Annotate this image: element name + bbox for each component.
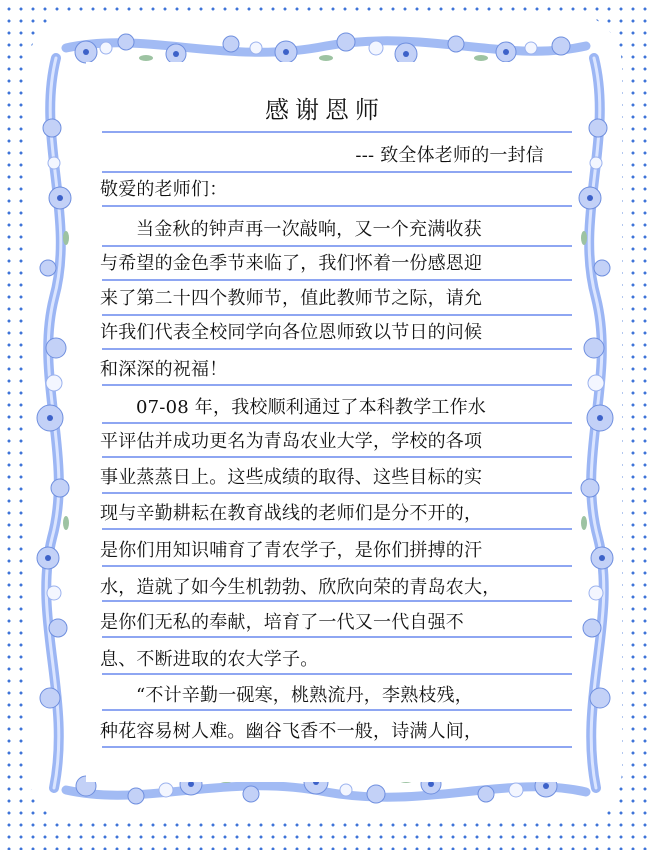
ruled-line — [102, 348, 572, 350]
ruled-line — [102, 528, 572, 530]
paragraph-line: 水，造就了如今生机勃勃、欣欣向荣的青岛农大， — [100, 577, 501, 598]
paragraph-line: 07-08 年，我校顺利通过了本科教学工作水 — [136, 397, 487, 418]
paragraph-line: 许我们代表全校同学向各位恩师致以节日的问候 — [100, 322, 483, 343]
paragraph-line: 平评估并成功更名为青岛农业大学，学校的各项 — [100, 431, 483, 452]
ruled-line — [102, 422, 572, 424]
ruled-line — [102, 565, 572, 567]
paragraph-line: 和深深的祝福！ — [100, 359, 228, 380]
ruled-line — [102, 456, 572, 458]
paragraph-line: “不计辛勤一砚寒，桃熟流丹，李熟枝残， — [136, 685, 474, 706]
ruled-line — [102, 600, 572, 602]
paragraph-line: 息、不断进取的农大学子。 — [100, 649, 319, 670]
paragraph-line: 是你们用知识哺育了青农学子，是你们拼搏的汗 — [100, 540, 483, 561]
ruled-line — [102, 636, 572, 638]
ruled-line — [102, 245, 572, 247]
ruled-line — [102, 492, 572, 494]
ruled-line — [102, 746, 572, 748]
paragraph-line: 当金秋的钟声再一次敲响，又一个充满收获 — [136, 219, 482, 240]
paragraph-line: 与希望的金色季节来临了，我们怀着一份感恩迎 — [100, 253, 483, 274]
paragraph-line: 现与辛勤耕耘在教育战线的老师们是分不开的， — [100, 503, 483, 524]
salutation: 敬爱的老师们： — [100, 179, 228, 200]
paragraph-line: 事业蒸蒸日上。这些成绩的取得、这些目标的实 — [100, 467, 483, 488]
ruled-line — [102, 205, 572, 207]
letter-title: 感谢恩师 — [265, 96, 385, 124]
paragraph-line: 来了第二十四个教师节，值此教师节之际，请允 — [100, 288, 483, 309]
ruled-line — [102, 384, 572, 386]
ruled-line — [102, 171, 572, 173]
letter-subtitle: --- 致全体老师的一封信 — [355, 145, 544, 166]
ruled-line — [102, 314, 572, 316]
ruled-line — [102, 131, 572, 133]
ruled-line — [102, 673, 572, 675]
ruled-line — [102, 279, 572, 281]
ruled-line — [102, 709, 572, 711]
paragraph-line: 种花容易树人难。幽谷飞香不一般，诗满人间， — [100, 721, 483, 742]
paragraph-line: 是你们无私的奉献，培育了一代又一代自强不 — [100, 612, 464, 633]
